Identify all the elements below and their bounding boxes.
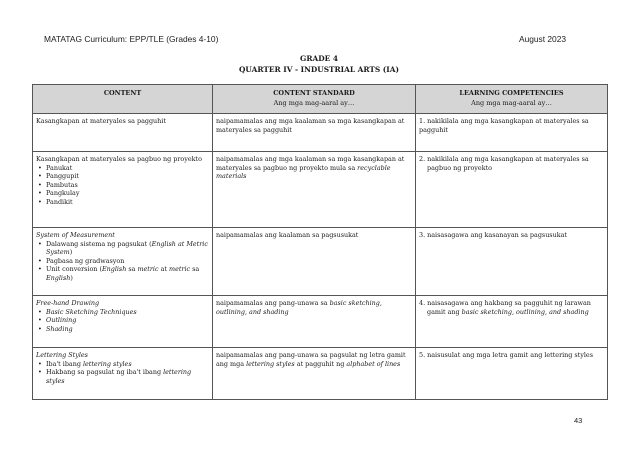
- list-item: • Basic Sketching Techniques: [46, 308, 209, 317]
- content-cell: Free-hand Drawing • Basic Sketching Techniques • Outlining • Shading: [33, 296, 213, 348]
- list-item: • Unit conversion (English sa metric at metric sa English): [46, 265, 209, 282]
- content-list: [36, 164, 209, 207]
- list-item: • Pagbasa ng gradwasyon: [46, 257, 209, 266]
- list-item: • Hakbang sa pagsulat ng iba't ibang lettering styles: [46, 368, 209, 385]
- quarter-title: QUARTER IV - INDUSTRIAL ARTS (IA): [238, 65, 399, 74]
- header-content: CONTENT: [33, 85, 213, 114]
- table-row: [33, 348, 608, 400]
- curriculum-table: [32, 84, 608, 400]
- competency-cell: 1. nakikilala ang mga kasangkapan at materyales sa pagguhit: [416, 114, 608, 152]
- header-content-standard: CONTENT STANDARD Ang mga mag-aaral ay…: [213, 85, 416, 114]
- content-cell: System of Measurement • Dalawang sistema ng pagsukat (English at Metric System) • Pagbasa ng gradwasyon • Unit conversion (English sa metric at metric sa English): [33, 228, 213, 296]
- table-row: [33, 228, 608, 296]
- list-item: • Dalawang sistema ng pagsukat (English at Metric System): [46, 240, 209, 257]
- document-header-date: August 2023: [519, 34, 567, 44]
- list-item: • Shading: [46, 325, 209, 334]
- table-row: [33, 114, 608, 152]
- list-item: • Iba't ibang lettering styles: [46, 360, 209, 369]
- standard-cell: naipamamalas ang pang-unawa sa basic sketching, outlining, and shading: [213, 296, 416, 348]
- list-item: • Pangkulay: [46, 189, 209, 198]
- standard-cell: naipamamalas ang kaalaman sa pagsusukat: [213, 228, 416, 296]
- competency-cell: 4. naisasagawa ang hakbang sa pagguhit ng larawan gamit ang basic sketching, outlining, and shading: [416, 296, 608, 348]
- page-number: 43: [574, 416, 583, 425]
- content-list: [36, 360, 209, 386]
- competency-cell: 5. naisusulat ang mga letra gamit ang lettering styles: [416, 348, 608, 400]
- standard-cell: naipamamalas ang mga kaalaman sa mga kasangkapan at materyales sa pagbuo ng proyekto mula sa recyclable materials: [213, 152, 416, 228]
- competency-cell: 3. naisasagawa ang kasanayan sa pagsusukat: [416, 228, 608, 296]
- table-row: [33, 152, 608, 228]
- content-cell: Kasangkapan at materyales sa pagbuo ng proyekto • Panukat • Panggupit • Pambutas • Pangkulay • Pandikit: [33, 152, 213, 228]
- grade-title: GRADE 4: [300, 54, 338, 63]
- standard-cell: naipamamalas ang pang-unawa sa pagsulat ng letra gamit ang mga lettering styles at pagguhit ng alphabet of lines: [213, 348, 416, 400]
- table-row: [33, 296, 608, 348]
- list-item: • Panggupit: [46, 172, 209, 181]
- content-cell: Kasangkapan at materyales sa pagguhit: [33, 114, 213, 152]
- table-header-row: [33, 85, 608, 114]
- list-item: • Pandikit: [46, 198, 209, 207]
- content-list: [36, 240, 209, 283]
- standard-cell: naipamamalas ang mga kaalaman sa mga kasangkapan at materyales sa pagguhit: [213, 114, 416, 152]
- list-item: • Panukat: [46, 164, 209, 173]
- header-learning-competencies: LEARNING COMPETENCIES Ang mga mag-aaral ay…: [416, 85, 608, 114]
- content-list: [36, 308, 209, 334]
- list-item: • Pambutas: [46, 181, 209, 190]
- document-header-left: MATATAG Curriculum: EPP/TLE (Grades 4-10): [44, 34, 219, 44]
- list-item: • Outlining: [46, 316, 209, 325]
- content-cell: Lettering Styles • Iba't ibang lettering styles • Hakbang sa pagsulat ng iba't ibang lettering styles: [33, 348, 213, 400]
- competency-cell: 2. nakikilala ang mga kasangkapan at materyales sa pagbuo ng proyekto: [416, 152, 608, 228]
